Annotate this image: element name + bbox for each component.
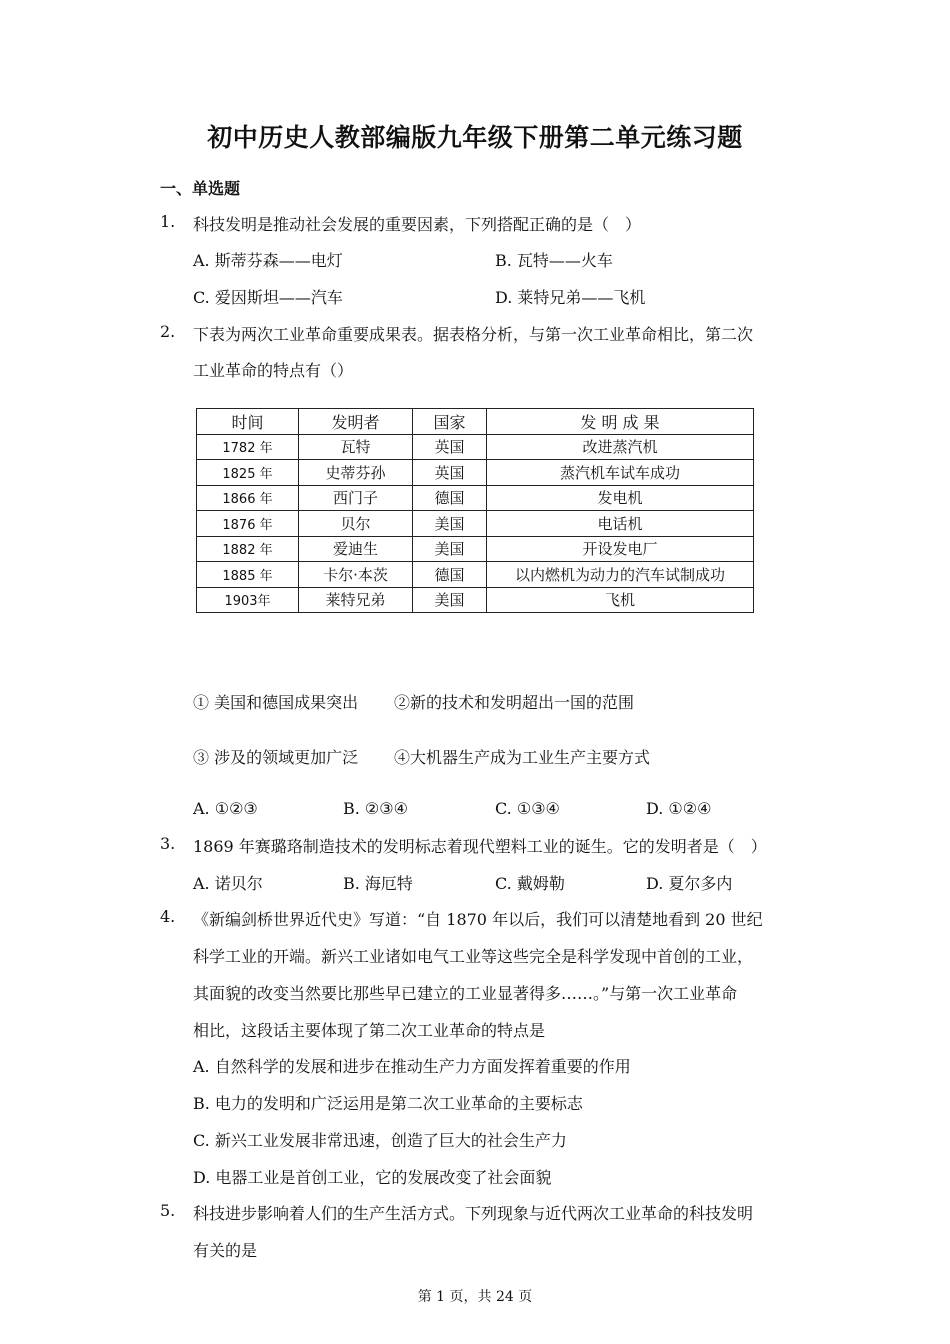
q1-option-b: B. 瓦特——火车 [495,251,613,270]
table-cell-country: 美国 [413,587,487,613]
results-table [196,408,754,613]
table-row [197,587,754,613]
table-cell-year: 1903年 [197,587,299,613]
table-cell-year: 1782 年 [197,434,299,460]
table-cell-result: 飞机 [487,587,754,613]
header-time: 时间 [197,409,299,435]
table-row [197,562,754,588]
section-heading: 一、单选题 [160,179,241,198]
q2-option-b: B. ②③④ [343,799,408,818]
question-3-text: 1869 年赛璐珞制造技术的发明标志着现代塑料工业的诞生。它的发明者是（ ） [193,837,767,856]
table-cell-country: 德国 [413,562,487,588]
header-inventor: 发明者 [299,409,413,435]
question-2-line-1: 下表为两次工业革命重要成果表。据表格分析，与第一次工业革命相比，第二次 [193,325,754,344]
table-cell-inventor: 瓦特 [299,434,413,460]
page-title: 初中历史人教部编版九年级下册第二单元练习题 [207,123,743,152]
question-5-line-2: 有关的是 [193,1241,258,1260]
table-row [197,511,754,537]
table-cell-result: 开设发电厂 [487,536,754,562]
q1-option-d: D. 莱特兄弟——飞机 [495,288,646,307]
question-5-line-1: 科技进步影响着人们的生产生活方式。下列现象与近代两次工业革命的科技发明 [193,1204,754,1223]
q3-option-d: D. 夏尔多内 [646,874,733,893]
question-number-5: 5. [160,1201,176,1220]
q1-option-c: C. 爱因斯坦——汽车 [193,288,343,307]
table-row [197,485,754,511]
q4-option-a: A. 自然科学的发展和进步在推动生产力方面发挥着重要的作用 [193,1057,631,1076]
table-cell-inventor: 卡尔·本茨 [299,562,413,588]
q2-option-c: C. ①③④ [495,799,560,818]
table-cell-year: 1885 年 [197,562,299,588]
table-cell-inventor: 史蒂芬孙 [299,460,413,486]
table-cell-result: 改进蒸汽机 [487,434,754,460]
q3-option-b: B. 海厄特 [343,874,413,893]
statement-3: ③ 涉及的领域更加广泛 [193,748,359,767]
table-cell-year: 1882 年 [197,536,299,562]
header-country: 国家 [413,409,487,435]
question-4-line-1: 《新编剑桥世界近代史》写道：“自 1870 年以后，我们可以清楚地看到 20 世纪 [193,910,763,929]
question-1-text: 科技发明是推动社会发展的重要因素，下列搭配正确的是（ ） [193,215,642,234]
statement-4: ④大机器生产成为工业生产主要方式 [394,748,651,767]
question-number-4: 4. [160,907,176,926]
table-cell-inventor: 西门子 [299,485,413,511]
q2-option-a: A. ①②③ [193,799,258,818]
table-cell-country: 美国 [413,536,487,562]
q3-option-c: C. 戴姆勒 [495,874,565,893]
table-cell-country: 德国 [413,485,487,511]
question-number-3: 3. [160,834,176,853]
question-4-line-2: 科学工业的开端。新兴工业诸如电气工业等这些完全是科学发现中首创的工业， [193,947,754,966]
table-row [197,434,754,460]
q4-option-d: D. 电器工业是首创工业，它的发展改变了社会面貌 [193,1168,552,1187]
statement-2: ②新的技术和发明超出一国的范围 [394,693,635,712]
q4-option-b: B. 电力的发明和广泛运用是第二次工业革命的主要标志 [193,1094,583,1113]
table-cell-year: 1876 年 [197,511,299,537]
table-cell-year: 1825 年 [197,460,299,486]
q4-option-c: C. 新兴工业发展非常迅速，创造了巨大的社会生产力 [193,1131,567,1150]
table-cell-country: 英国 [413,434,487,460]
statement-1: ① 美国和德国成果突出 [193,693,359,712]
header-result: 发 明 成 果 [487,409,754,435]
table-row [197,536,754,562]
table-cell-country: 英国 [413,460,487,486]
table-cell-country: 美国 [413,511,487,537]
q1-option-a: A. 斯蒂芬森——电灯 [193,251,343,270]
page-footer: 第 1 页，共 24 页 [417,1289,533,1305]
q3-option-a: A. 诺贝尔 [193,874,263,893]
question-2-line-2: 工业革命的特点有（） [193,361,354,380]
table-cell-result: 蒸汽机车试车成功 [487,460,754,486]
table-cell-result: 发电机 [487,485,754,511]
question-4-line-3: 其面貌的改变当然要比那些早已建立的工业显著得多……。”与第一次工业革命 [193,984,738,1003]
table-cell-inventor: 莱特兄弟 [299,587,413,613]
table-cell-result: 电话机 [487,511,754,537]
q2-option-d: D. ①②④ [646,799,712,818]
table-cell-inventor: 贝尔 [299,511,413,537]
question-number-1: 1. [160,212,176,231]
question-number-2: 2. [160,322,176,341]
table-cell-result: 以内燃机为动力的汽车试制成功 [487,562,754,588]
table-header-row [197,409,754,435]
table-row [197,460,754,486]
table-cell-inventor: 爱迪生 [299,536,413,562]
table-cell-year: 1866 年 [197,485,299,511]
question-4-line-4: 相比，这段话主要体现了第二次工业革命的特点是 [193,1021,546,1040]
